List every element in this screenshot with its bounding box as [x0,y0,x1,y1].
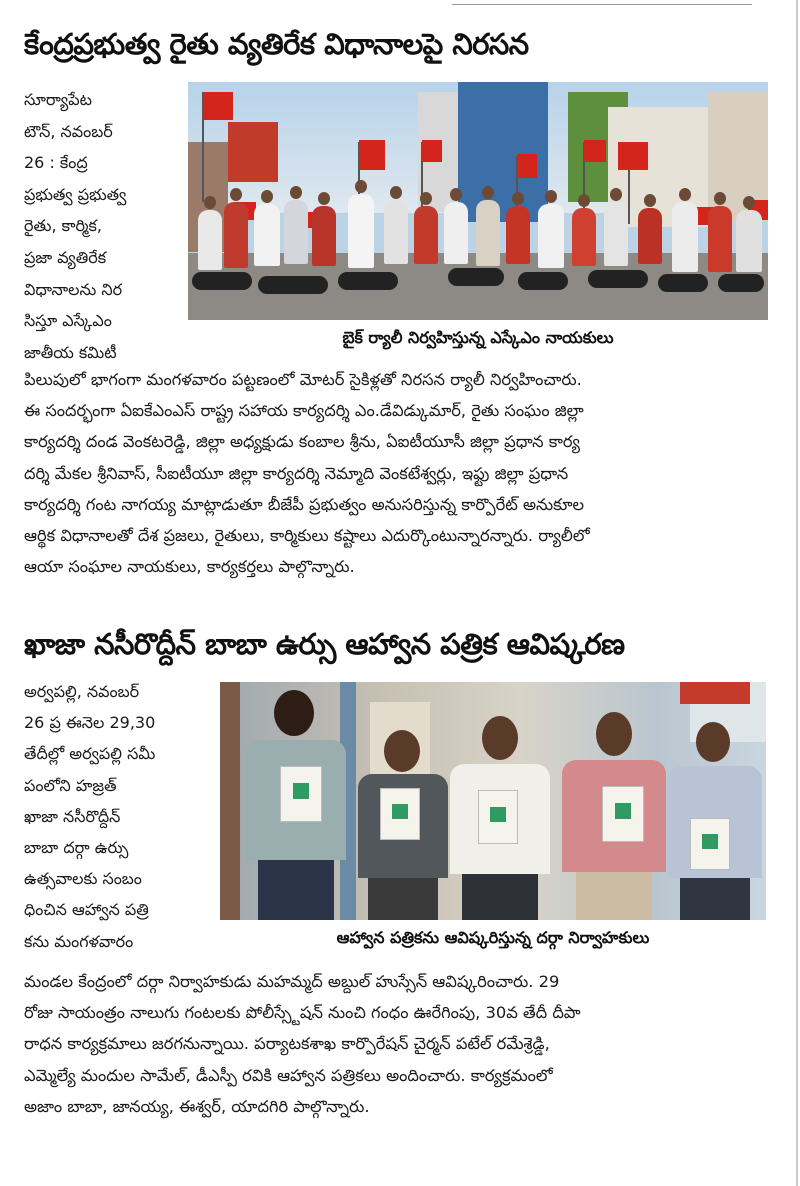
article1-lead-line: ప్రజా వ్యతిరేక [24,247,107,267]
article1-photo-bike-rally [188,82,768,320]
article2-body-line: రోజు సాయంత్రం నాలుగు గంటలకు పోలీస్స్టేషన్ నుంచి గంధం ఊరేగింపు, 30వ తేదీ దీపా [24,1003,581,1023]
article2-lead-line: ఖాజా నసీరొద్దీన్ [24,806,121,826]
article2-body-line: ఎమ్మెల్యే మందుల సామేల్, డీఎస్పీ రవికి ఆహ్వాన పత్రికలు అందించారు. కార్యక్రమంలో [24,1065,553,1085]
article2-lead-line: 26 ప్ర ఈనెల 29,30 [24,713,156,733]
article1-lead-line: సూర్యాపేట [24,90,92,109]
article1-body-line: ఆయా సంఘాల నాయకులు, కార్యకర్తలు పాల్గొన్నారు. [24,557,355,577]
article1-body-line: పిలుపులో భాగంగా మంగళవారం పట్టణంలో మోటర్ సైకిళ్లతో నిరసన ర్యాలీ నిర్వహించారు. [24,370,582,389]
article1-lead-line: ప్రభుత్వ ప్రభుత్వ [24,184,127,204]
article1-lead-line: 26 : కేంద్ర [24,153,88,173]
article1-lead-line: రైతు, కార్మిక, [24,216,102,236]
article2-lead-line: ఉత్సవాలకు సంబం [24,869,142,889]
article2-lead-line: పంలోని హజ్రత్ [24,775,117,795]
article1-lead-line: జాతీయ కమిటీ [24,342,117,362]
article1-body-line: కార్యదర్శి దండ వెంకటరెడ్డి, జిల్లా అధ్యక్షుడు కంబాల శ్రీను, ఏఐటీయూసీ జిల్లా ప్రధాన కార్య [24,432,580,452]
article1-lead-line: టౌన్, నవంబర్ [24,121,113,141]
article2-body-line: రాధన కార్యక్రమాలు జరగనున్నాయి. పర్యాటకశాఖ కార్పొరేషన్ చైర్మన్ పటేల్ రమేశ్రెడ్డి, [24,1034,550,1054]
article1-lead-line: సిస్తూ ఎస్కేఎం [24,311,112,331]
article2-lead-line: ధించిన ఆహ్వాన పత్రి [24,900,149,920]
previous-article-cutoff [0,0,800,8]
article2-lead-line: అర్వపల్లి, నవంబర్ [24,682,140,701]
article1-body-line: ఈ సందర్భంగా ఏఐకేఎంఎస్ రాష్ట్ర సహాయ కార్యదర్శి ఎం.డేవిడ్కుమార్, రైతు సంఘం జిల్లా [24,401,584,421]
article2-photo-caption: ఆహ్వాన పత్రికను ఆవిష్కరిస్తున్న దర్గా నిర్వాహకులు [336,928,650,947]
article1-lead-line: విధానాలను నిర [24,279,123,299]
article2-lead-line: తేదీల్లో అర్వపల్లి సమీ [24,744,156,764]
article2-lead-line: బాబా దర్గా ఉర్సు [24,838,129,858]
article1-photo-caption: బైక్ ర్యాలీ నిర్వహిస్తున్న ఎస్కేఎం నాయకులు [342,328,614,347]
article1-body-line: ఆర్థిక విధానాలతో దేశ ప్రజలు, రైతులు, కార్మికులు కష్టాలు ఎదుర్కొంటున్నారన్నారు. ర్యాలీలో [24,526,590,546]
article2-headline: ఖాజా నసీరొద్దీన్ బాబా ఉర్సు ఆహ్వాన పత్రిక ఆవిష్కరణ [24,627,625,661]
article1-body-line: దర్శి మేకల శ్రీనివాస్, సీఐటీయూ జిల్లా కార్యదర్శి నెమ్మాది వెంకటేశ్వర్లు, ఇఫ్టు జిల్లా ప్రధాన [24,463,569,483]
article2-body-line: మండల కేంద్రంలో దర్గా నిర్వాహకుడు మహమ్మద్ అబ్దుల్ హుస్సేన్ ఆవిష్కరించారు. 29 [24,972,560,991]
article2-photo-invitation-release [220,682,766,920]
article1-body-line: కార్యదర్శి గంట నాగయ్య మాట్లాడుతూ బీజేపీ ప్రభుత్వం అనుసరిస్తున్న కార్పొరేట్ అనుకూల [24,494,585,514]
article2-body-line: అజాం బాబా, జానయ్య, ఈశ్వర్, యాదగిరి పాల్గొన్నారు. [24,1096,370,1116]
article1-headline: కేంద్రప్రభుత్వ రైతు వ్యతిరేక విధానాలపై నిరసన [24,27,529,61]
column-divider [796,0,798,1186]
article2-lead-line: కను మంగళవారం [24,931,134,951]
top-rule [452,4,752,5]
